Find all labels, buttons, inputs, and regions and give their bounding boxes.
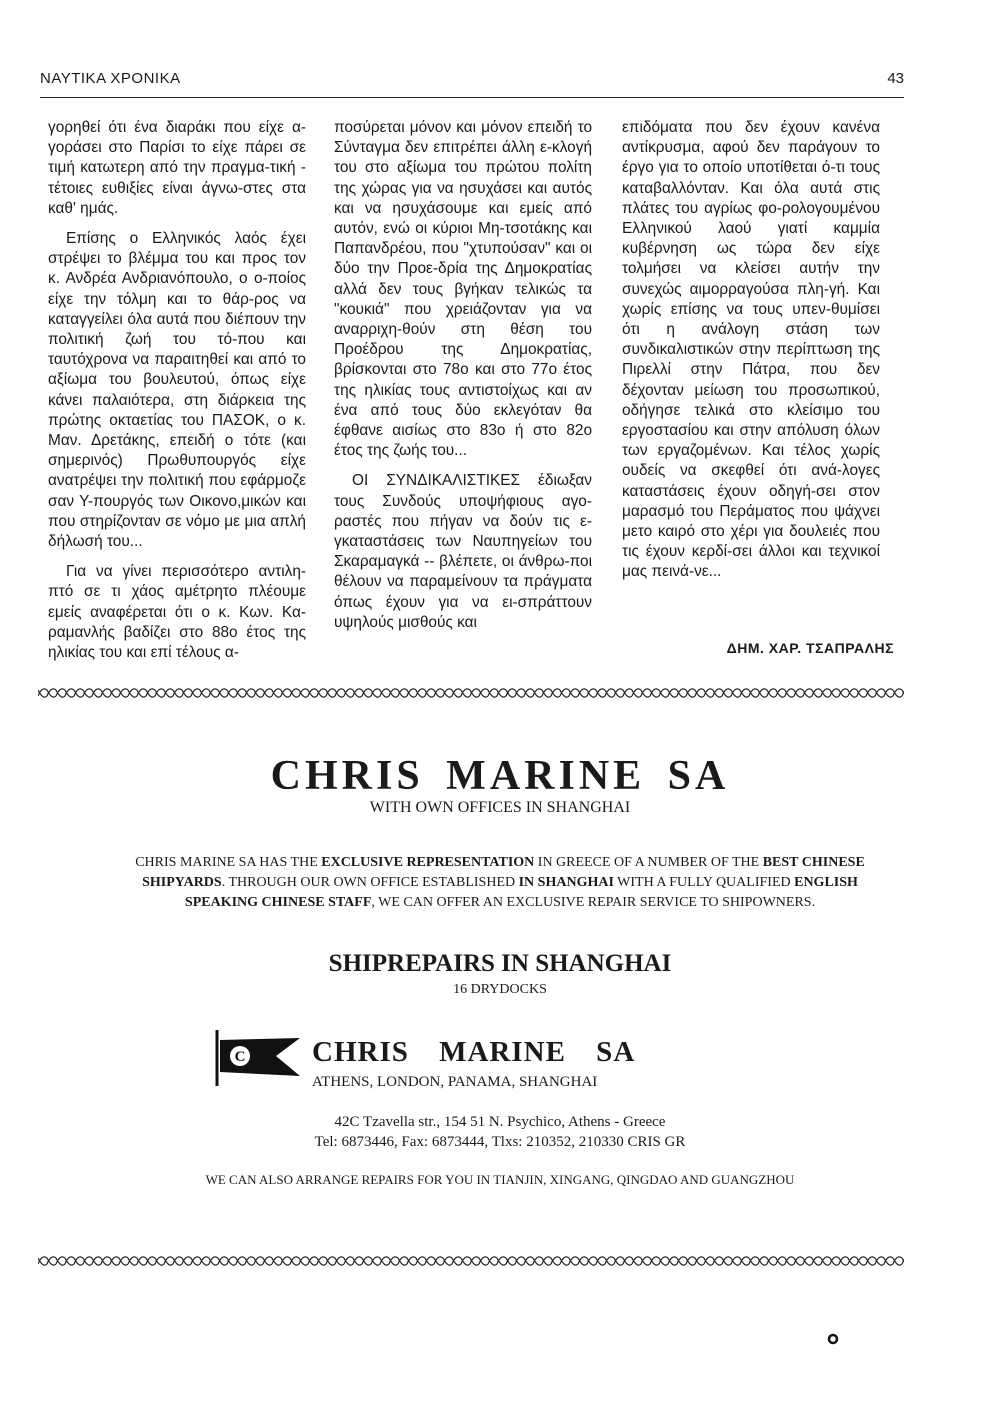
ad-subtitle: WITH OWN OFFICES IN SHANGHAI xyxy=(369,799,631,816)
ad-body-text: , WE CAN OFFER AN EXCLUSIVE REPAIR SERVICE TO SHIPOWNERS. xyxy=(371,895,816,910)
ad-body xyxy=(110,853,890,913)
rope-divider-bottom xyxy=(38,1254,904,1268)
ad-contact: Tel: 6873446, Fax: 6873444, Tlxs: 210352, 210330 CRIS GR xyxy=(314,1134,686,1150)
magazine-title: ΝΑΥΤΙΚΑ ΧΡΟΝΙΚΑ xyxy=(40,70,181,87)
paragraph: Για να γίνει περισσότερο αντιλη-πτό σε τι χάος αμέτρητο πλέουμε εμείς αναφέρεται ότι ο κ. Κων. Κα-ραμανλής βαδίζει στο 88ο έτος της ηλικίας του και επί τέλους α- xyxy=(48,563,306,662)
brand-name: CHRIS MARINE SA xyxy=(312,1036,636,1068)
rope-pattern xyxy=(38,689,904,697)
ad-body-bold: EXCLUSIVE REPRESENTATION xyxy=(321,855,535,870)
paragraph: ποσύρεται μόνον και μόνον επειδή το Σύνταγμα δεν επιτρέπει άλλη ε-κλογή του στο αξίωμα του πρώτου πολίτη της χώρας για να ησυχάσει και αυτός και να ησυχάσουμε και εμείς από αυτόν, ενώ οι κύριοι Μη-τσοτάκης και Παπανδρέου, που "χτυπούσαν" και οι δύο την Προε-δρία της Δημοκρατίας αλλά δεν τους βγήκαν τελικώς τα "κουκιά" που χρειάζονταν για να αναρριχη-θούν στη θέση του Προέδρου της Δημοκρατίας, βρίσκονται στο 78ο και στο 77ο έτος της ηλικίας τους αντιστοίχως και αν ένα από τους δύο εκλεγόταν θα έφθανε αισίως στο 83ο ή στο 82ο έτος της ζωής του... xyxy=(334,119,592,460)
company-flag-icon xyxy=(214,1030,304,1086)
ad-body-text: WITH A FULLY QUALIFIED xyxy=(613,875,795,890)
ad-body-text: CHRIS MARINE SA HAS THE xyxy=(135,855,322,870)
ad-body-text: IN GREECE OF A NUMBER OF THE xyxy=(534,855,763,870)
ad-title: CHRIS MARINE SA xyxy=(270,753,730,799)
paragraph: επιδόματα που δεν έχουν κανένα αντίκρυσμα, αφού δεν παράγουν το έργο για το οποίο υποτίθεται ό-τι τους καταβαλλόνταν. Και όλα αυτά στις πλάτες του αγρίως φο-ρολογουμένου Ελληνικού λαού γιατί καμμία κυβέρνηση ως τώρα δεν είχε τολμήσει να κλείσει αυτήν την συνεχώς αιμορραγούσα πλη-γή. Και χωρίς επίσης να τους υπεν-θυμίσει ότι η ανάλογη στάση των συνδικαλιστικών στην περίπτωση της Πιρελλί στην Πάτρα, που δεν δέχονταν μείωση του προσωπικού, οδήγησε τελικά στο κλείσιμο του εργοστασίου και στην απόλυση όλων των εργαζομένων. Και τέλος χωρίς ουδείς να σκεφθεί ότι ανά-λογες καταστάσεις έχουν οδηγή-σει στον μαρασμό του Περάματος που ψάχνει μετο καιρό στο χέρι για δουλειές που τις έχουν κερδί-σει άλλοι και τεχνικοί μας πεινά-νε... xyxy=(622,119,880,581)
paragraph: γορηθεί ότι ένα διαράκι που είχε α-γοράσει στο Παρίσι το είχε πάρει σε τιμή κατωτερη από την πραγμα-τική - τέτοιες ευθιξίες είναι άγνω-στες στα καθ' ημάς. xyxy=(48,119,306,217)
ad-repair-heading: SHIPREPAIRS IN SHANGHAI xyxy=(328,950,672,977)
paragraph: Επίσης ο Ελληνικός λαός έχει στρέψει το βλέμμα του και προς τον κ. Ανδρέα Ανδριανόπουλο, ο ο-ποίος είχε την τόλμη και το θάρ-ρος να καταγγείλει όλα αυτά που διέπουν την πολιτική ζωή του τό-που και ταυτόχρονα να παραιτηθεί και από το αξίωμα του βουλευτού, όπως είχε κάνει παλαιότερα, στη διάρκεια της πρώτης οκταετίας του ΠΑΣΟΚ, ο κ. Μαν. Δρετάκης, επειδή ο τότε (και σημερινός) Πρωθυπουργός είχε ανατρέψει την πολιτική που εφάρμοζε σαν Υ-πουργός των Οικονο,μικών και που στηρίζονταν σε νόμο με μια απλή δήλωσή του... xyxy=(48,230,306,551)
ad-body-bold: BEST CHINESE SHIPYARDS xyxy=(142,855,865,890)
flag-letter: C xyxy=(234,1049,246,1065)
ad-body-text: . THROUGH OUR OWN OFFICE ESTABLISHED xyxy=(221,875,519,890)
header-rule xyxy=(40,97,904,98)
ad-also-repairs: WE CAN ALSO ARRANGE REPAIRS FOR YOU IN TIANJIN, XINGANG, QINGDAO AND GUANGZHOU xyxy=(205,1172,795,1187)
article-column-2 xyxy=(334,118,592,643)
ad-body-bold: IN SHANGHAI xyxy=(518,875,614,890)
page-header xyxy=(40,70,904,94)
rope-divider-top xyxy=(38,686,904,700)
paragraph: ΟΙ ΣΥΝΔΙΚΑΛΙΣΤΙΚΕΣ έδιωξαν τους Συνδούς υποψήφιους αγο-ραστές που πήγαν να δούν τις ε-γκαταστάσεις των Ναυπηγείων του Σκαραμαγκά -- βλέπετε, οι άνθρω-ποι θέλουν να παραμείνουν τα πράγματα όπως έχουν για να ει-σπράττουν υψηλούς μισθούς και xyxy=(334,472,592,631)
corner-mark-icon xyxy=(827,1333,839,1345)
article-column-3 xyxy=(622,118,880,593)
author-signature: ΔΗΜ. ΧΑΡ. ΤΣΑΠΡΑΛΗΣ xyxy=(726,640,894,656)
ad-address: 42C Tzavella str., 154 51 N. Psychico, Athens - Greece xyxy=(334,1114,666,1130)
ad-drydocks: 16 DRYDOCKS xyxy=(453,982,547,997)
page-number: 43 xyxy=(887,70,904,87)
rope-pattern xyxy=(38,1257,904,1265)
brand-cities: ATHENS, LONDON, PANAMA, SHANGHAI xyxy=(312,1074,598,1090)
ad-body-bold: ENGLISH SPEAKING CHINESE STAFF xyxy=(184,875,858,910)
article-column-1 xyxy=(48,118,306,673)
